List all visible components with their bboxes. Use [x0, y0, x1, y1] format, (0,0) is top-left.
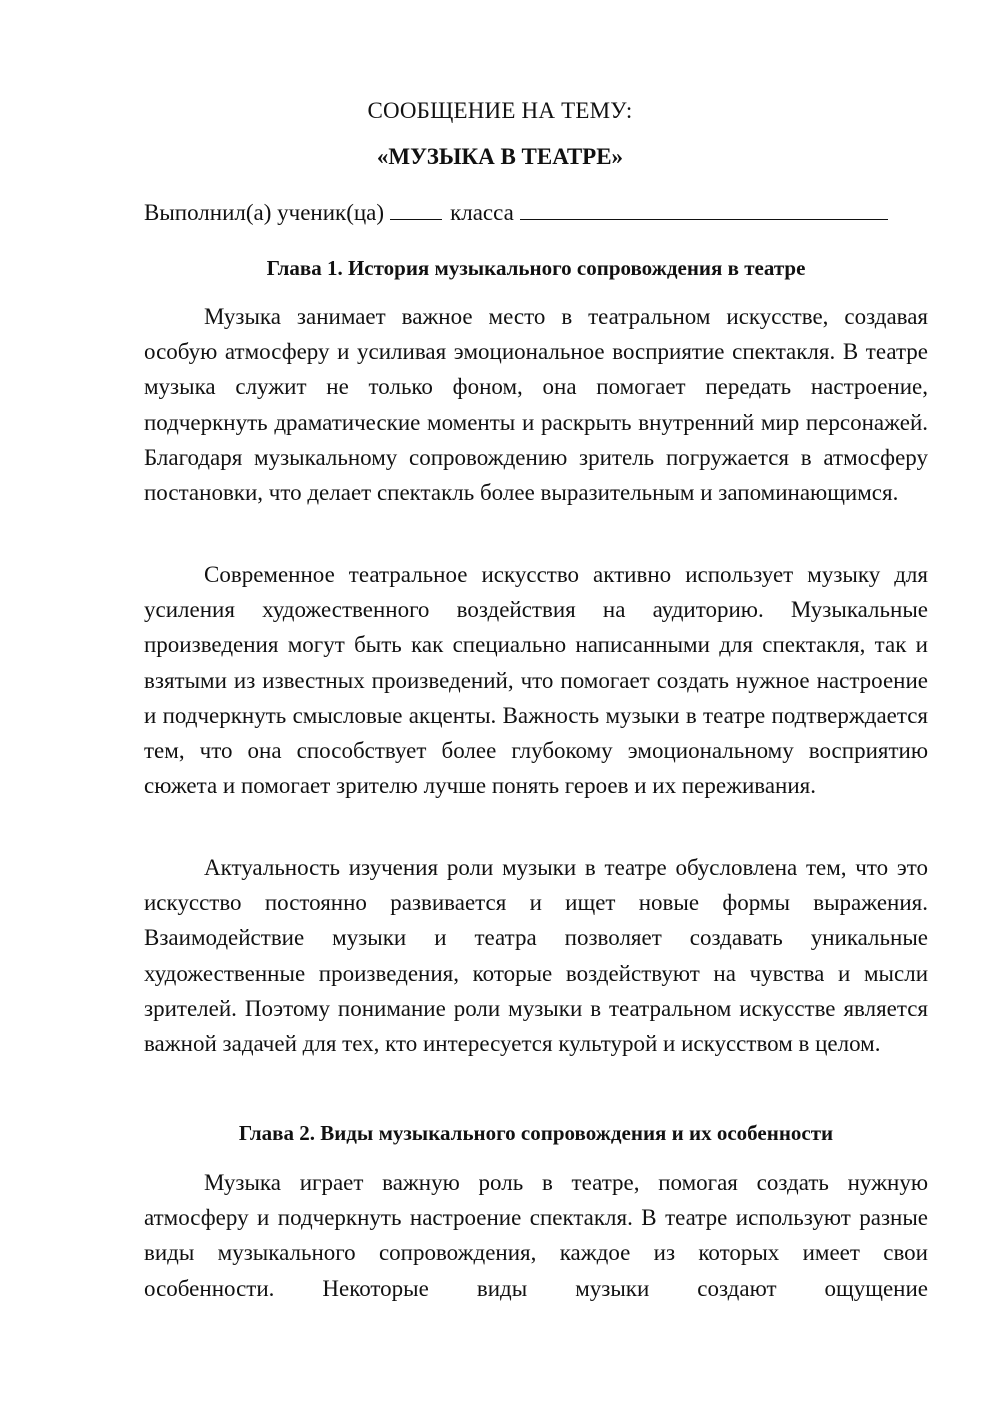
document-title-topic: «МУЗЫКА В ТЕАТРЕ»	[376, 144, 624, 169]
document-title-line-1: СООБЩЕНИЕ НА ТЕМУ:	[367, 98, 633, 123]
author-label: Выполнил(а) ученик(ца)	[144, 200, 385, 225]
author-line	[144, 197, 934, 228]
class-blank	[520, 197, 888, 220]
chapter-1-paragraph-3: Актуальность изучения роли музыки в театре обусловлена тем, что это искусство постоянно развивается и ищет новые формы выражения. Взаимодействие музыки и театра позволяет создавать уникальные художественные произведения, которые воздействуют на чувства и мысли зрителей. Поэтому понимание роли музыки в театральном искусстве является важной задачей для тех, кто интересуется культурой и искусством в целом.	[144, 855, 928, 1057]
class-label: класса	[450, 200, 514, 225]
chapter-2-paragraph-1: Музыка играет важную роль в театре, помогая создать нужную атмосферу и подчеркнуть настроение спектакля. В театре используют разные виды музыкального сопровождения, каждое из которых имеет свои особенности. Некоторые виды музыки создают ощущение	[144, 1170, 928, 1301]
chapter-1-paragraph-1: Музыка занимает важное место в театральном искусстве, создавая особую атмосферу и усиливая эмоциональное восприятие спектакля. В театре музыка служит не только фоном, она помогает передать настроение, подчеркнуть драматические моменты и раскрыть внутренний мир персонажей. Благодаря музыкальному сопровождению зритель погружается в атмосферу постановки, что делает спектакль более выразительным и запоминающимся.	[144, 304, 928, 506]
chapter-1-heading: Глава 1. История музыкального сопровождения в театре	[266, 256, 806, 280]
grade-blank	[390, 197, 442, 220]
chapter-1-paragraph-2: Современное театральное искусство активно использует музыку для усиления художественного воздействия на аудиторию. Музыкальные произведения могут быть как специально написанными для спектакля, так и взятыми из известных произведений, что помогает создать нужное настроение и подчеркнуть смысловые акценты. Важность музыки в театре подтверждается тем, что она способствует более глубокому эмоциональному восприятию сюжета и помогает зрителю лучше понять героев и их переживания.	[144, 562, 928, 799]
chapter-2-heading: Глава 2. Виды музыкального сопровождения и их особенности	[238, 1121, 834, 1145]
